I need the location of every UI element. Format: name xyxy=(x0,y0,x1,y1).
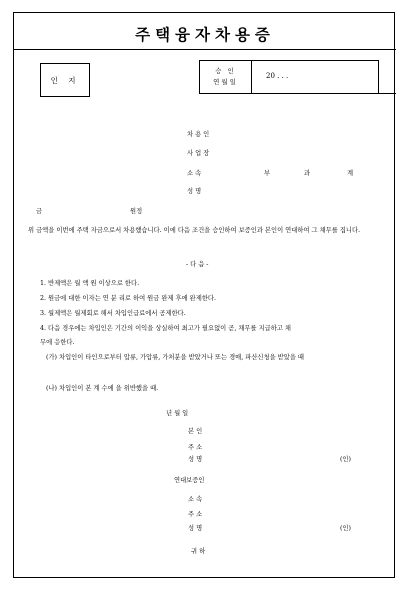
guarantor-label: 연대보증인 xyxy=(174,477,205,484)
guarantor-affiliation-label: 소 속 xyxy=(188,496,203,503)
intro-paragraph: 위 금액을 이번에 주택 자금으로서 차용했습니다. 이에 다음 조건을 승인하여 보증인과 본인이 연대하여 그 채무를 집니다. xyxy=(28,227,361,234)
condition-item: 3. 월제액은 월제회로 해서 차입인급료에서 공제한다. xyxy=(40,310,186,317)
guarantor-address-label: 주 소 xyxy=(188,511,203,518)
principal-seal: (인) xyxy=(340,456,351,463)
department-suffix: 부 xyxy=(264,170,271,177)
approval-date: 20 . . . xyxy=(266,72,289,80)
recipient-line: 귀 하 xyxy=(191,548,206,555)
approval-label-line2: 연월일 xyxy=(213,78,238,86)
document-page xyxy=(13,12,395,578)
affiliation-label: 소 속 xyxy=(187,170,202,177)
condition-item: 1. 반제액은 월 액 원 이상으로 한다. xyxy=(40,280,140,287)
document-title: 주택융자차용증 xyxy=(135,25,275,44)
guarantor-seal: (인) xyxy=(340,525,351,532)
office-label: 사 업 장 xyxy=(187,150,210,157)
revenue-stamp-box xyxy=(40,63,90,97)
conditions-heading: - 다 음 - xyxy=(186,261,209,268)
condition-item: (나) 차입인이 본 계 수에 을 위반했을 때. xyxy=(46,385,159,392)
principal-label: 본 인 xyxy=(188,428,203,435)
approval-label-line1: 승 인 xyxy=(215,67,236,75)
approval-box-extension xyxy=(379,60,396,94)
condition-item: 4. 다음 경우에는 차입인은 기간의 이익을 상실하여 최고가 필요없이 곧, 채무를 지급하고 채 xyxy=(40,325,292,332)
borrower-label: 차 용 인 xyxy=(187,131,210,138)
amount-suffix: 원정 xyxy=(130,208,143,215)
stamp-label: 인 지 xyxy=(50,75,80,85)
condition-item: (가) 차입인이 타인으로부터 압류, 가압류, 가처분을 받았거나 또는 경매, 파산신청을 받았을 때 xyxy=(46,354,304,361)
borrower-name-label: 성 명 xyxy=(187,188,202,195)
title-divider xyxy=(14,49,396,50)
amount-prefix: 금 xyxy=(36,208,43,215)
condition-item: 2. 원금에 대한 이자는 연 분 리로 하여 원금 완제 후에 완제한다. xyxy=(40,295,217,302)
approval-label xyxy=(200,61,252,93)
team-suffix: 계 xyxy=(347,170,354,177)
approval-date-box xyxy=(199,60,379,94)
signing-date: 년 월 일 xyxy=(166,410,189,417)
section-suffix: 과 xyxy=(304,170,311,177)
principal-name-label: 성 명 xyxy=(188,456,203,463)
guarantor-name-label: 성 명 xyxy=(188,525,203,532)
condition-item: 무에 응한다. xyxy=(40,339,75,346)
principal-address-label: 주 소 xyxy=(188,444,203,451)
